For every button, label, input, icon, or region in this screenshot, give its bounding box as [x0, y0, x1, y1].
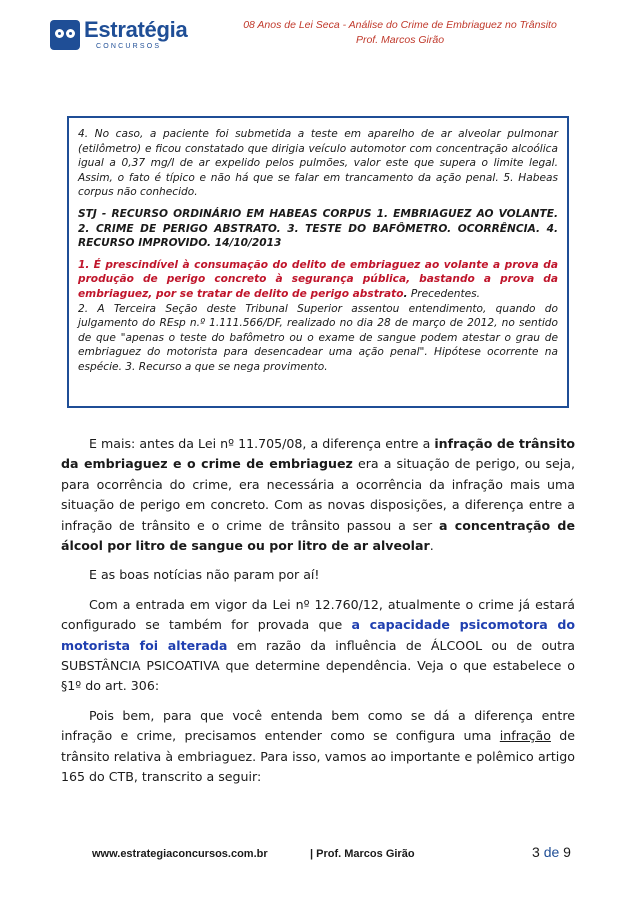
- logo-sub-text: CONCURSOS: [96, 43, 162, 50]
- body-paragraph-2: E as boas notícias não param por aí!: [89, 567, 320, 583]
- footer-author: | Prof. Marcos Girão: [310, 848, 415, 860]
- quote-stj-heading: STJ - RECURSO ORDINÁRIO EM HABEAS CORPUS 1. EMBRIAGUEZ AO VOLANTE. 2. CRIME DE PERIGO ABSTRATO. 3. TESTE DO BAFÔMETRO. OCORRÊNCIA. 4. RECURSO IMPROVIDO. 14/10/2013: [78, 207, 558, 250]
- owl-icon: [50, 20, 80, 50]
- p1-text-e: .: [429, 538, 434, 554]
- body-paragraph-3: [61, 595, 575, 697]
- quote-item-1-period: .: [403, 287, 408, 300]
- jurisprudence-quote-box: [67, 116, 569, 408]
- p1-text-c: era a situação de perigo, ou seja, para ocorrência do crime, era necessária a ocorrência da infração mais uma situação de perigo em concreto. Com as novas disposições, a diferença entre a infração de trânsito e o crime de trânsito passou a ser: [61, 456, 575, 533]
- p3-highlight-b: a capacidade psicomotora do motorista foi alterada: [61, 617, 575, 653]
- main-body-text: [61, 434, 575, 797]
- p1-text-a: E mais: antes da Lei nº 11.705/08, a diferença entre a: [89, 436, 435, 451]
- p4-text-a: Pois bem, para que você entenda bem como se dá a diferença entre infração e crime, precisamos entender como se configura uma: [61, 707, 575, 744]
- quote-paragraph-1: 4. No caso, a paciente foi submetida a teste em aparelho de ar alveolar pulmonar (etilômetro) e ficou constatado que dirigia veículo automotor com concentração alcoólica igual a 0,37 mg/l de ar expelido pelos pulmões, valor este que supera o limite legal. Assim, o fato é típico e não há que se falar em trancamento da ação penal. 5. Habeas corpus não conhecido.: [78, 128, 558, 199]
- estrategia-logo: [50, 16, 188, 56]
- footer-url: www.estrategiaconcursos.com.br: [92, 848, 268, 860]
- p3-text-c: em razão da influência de ÁLCOOL ou de outra SUBSTÂNCIA PSICOATIVA que determine dependência. Veja o que estabelece o §1º do art. 306:: [61, 637, 575, 694]
- p3-text-a: Com a entrada em vigor da Lei nº 12.760/12, atualmente o crime já estará configurado se também for provada que: [61, 596, 575, 633]
- page-sep: de: [543, 844, 560, 860]
- p1-bold-d: a concentração de álcool por litro de sangue ou por litro de ar alveolar: [61, 517, 575, 554]
- p4-underline-b: infração: [499, 728, 551, 744]
- body-paragraph-4: [61, 706, 575, 788]
- header-title: 08 Anos de Lei Seca - Análise do Crime de Embriaguez no Trânsito: [243, 19, 557, 31]
- p4-text-c: de trânsito relativa à embriaguez. Para isso, vamos ao importante e polêmico artigo 165 do CTB, transcrito a seguir:: [61, 728, 576, 785]
- page-header: [200, 18, 600, 48]
- header-author: Prof. Marcos Girão: [355, 34, 445, 46]
- quote-item-1-number: 1.: [78, 258, 90, 271]
- p1-bold-b: infração de trânsito da embriaguez e o crime de embriaguez: [61, 436, 576, 472]
- page-current: 3: [532, 844, 540, 860]
- quote-item-1-highlight: É prescindível à consumação do delito de embriaguez ao volante a prova da produção de perigo concreto à segurança pública, bastando a prova da embriaguez, por se tratar de delito de perigo abstrato: [78, 258, 558, 300]
- logo-brand-text: Estratégia: [84, 17, 188, 42]
- quote-item-1: [78, 258, 558, 302]
- page-number: [532, 844, 571, 860]
- quote-item-1-tail: Precedentes.: [410, 287, 481, 300]
- page-total: 9: [563, 844, 571, 860]
- body-paragraph-1: [61, 434, 575, 556]
- quote-item-2: 2. A Terceira Seção deste Tribunal Superior assentou entendimento, quando do julgamento do REsp n.º 1.111.566/DF, realizado no dia 28 de março de 2012, no sentido de que "apenas o teste do bafômetro ou o exame de sangue podem atestar o grau de embriaguez do motorista para desencadear uma ação penal". Hipótese ocorrente na espécie. 3. Recurso a que se nega provimento.: [78, 302, 558, 373]
